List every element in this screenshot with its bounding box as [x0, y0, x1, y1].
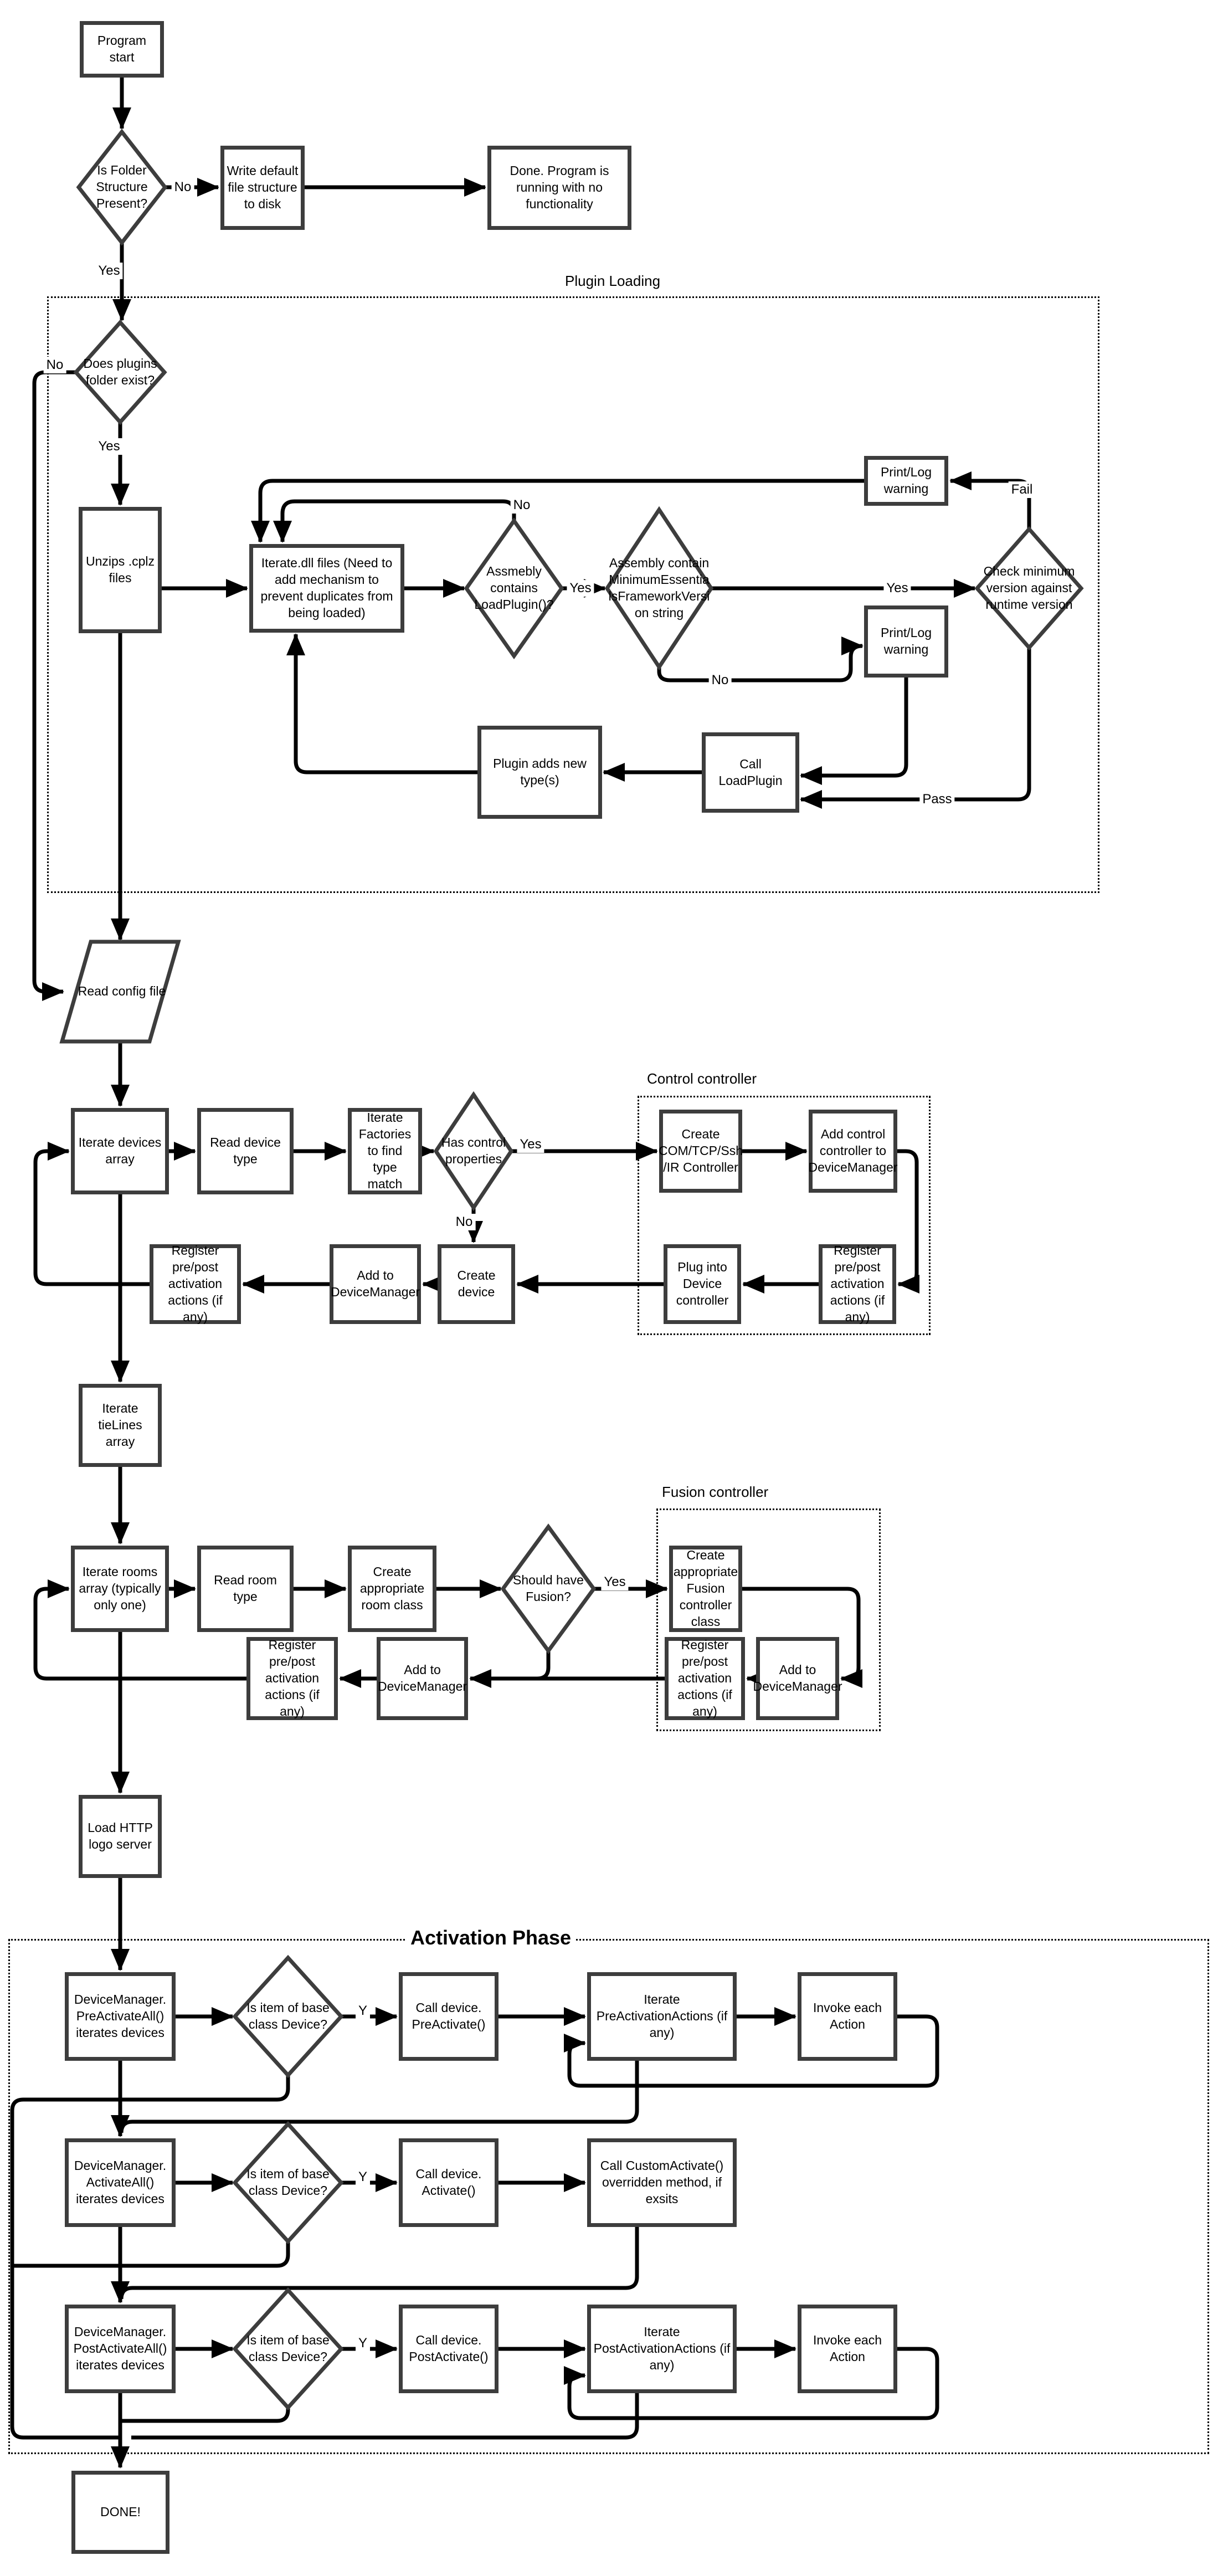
- node-label: DONE!: [100, 2505, 141, 2519]
- decision-is-base-a: Is item of base class Device?: [246, 2000, 330, 2031]
- node-plugin-adds-types: [477, 726, 602, 819]
- node-write-default: [220, 146, 305, 230]
- node-label: Create COM/TCP/Ssh /IR Controller: [658, 1127, 743, 1174]
- node-label: Iterate devices array: [78, 1135, 162, 1166]
- node-label: Call device. PreActivate(): [412, 2000, 486, 2031]
- edge-label-yes-control: Yes: [517, 1136, 544, 1153]
- node-add-to-devicemanager-fusion: [753, 1637, 842, 1720]
- node-label: Iterate tieLines array: [98, 1401, 142, 1449]
- edge-label-fail: Fail: [1009, 481, 1036, 498]
- node-iterate-rooms: [71, 1546, 169, 1632]
- node-label: Print/Log warning: [880, 465, 932, 496]
- decision-is-base-c: Is item of base class Device?: [246, 2333, 330, 2364]
- node-call-preactivate: [399, 1972, 498, 2061]
- node-label: DeviceManager. ActivateAll() iterates devices: [74, 2158, 167, 2206]
- node-label: Done. Program is running with no functionality: [510, 163, 609, 211]
- node-create-device: [438, 1244, 515, 1324]
- node-add-to-devicemanager-dev: [330, 1244, 421, 1324]
- node-label: DeviceManager. PostActivateAll() iterates devices: [73, 2324, 167, 2372]
- node-iterate-factories: [348, 1108, 422, 1194]
- io-read-config: Read config file: [78, 984, 166, 999]
- node-call-customactivate: [587, 2138, 737, 2227]
- node-plug-into-device-controller: [664, 1244, 741, 1324]
- node-program-start: [80, 21, 164, 78]
- edge-label-y-b: Y: [356, 2169, 370, 2185]
- edge-label-yes-assembly: Yes: [883, 580, 911, 597]
- node-register-actions-rooms: [246, 1637, 338, 1720]
- node-label: DeviceManager. PreActivateAll() iterates devices: [74, 1992, 167, 2040]
- node-add-to-devicemanager-rooms: [377, 1637, 468, 1720]
- node-call-activate: [399, 2138, 498, 2227]
- node-call-postactivate: [399, 2305, 498, 2393]
- node-label: Create appropriate Fusion controller class: [673, 1548, 738, 1629]
- decision-is-folder: Is Folder Structure Present?: [96, 163, 148, 211]
- edge-label-y-a: Y: [356, 2003, 370, 2019]
- node-label: Call device. Activate(): [415, 2167, 482, 2198]
- node-iterate-dll: [249, 544, 404, 633]
- node-label: Add to DeviceManager: [753, 1662, 842, 1694]
- node-done-no-functionality: [487, 146, 631, 230]
- node-create-com-controller: [659, 1110, 742, 1193]
- node-label: Iterate PostActivationActions (if any): [593, 2324, 731, 2372]
- edge-label-yes-loadplugin: Yes: [567, 580, 594, 597]
- node-label: Add to DeviceManager: [377, 1662, 467, 1694]
- node-register-actions-dev: [150, 1244, 241, 1324]
- decision-should-fusion: Should have Fusion?: [513, 1573, 584, 1604]
- node-label: Register pre/post activation actions (if any): [265, 1638, 320, 1718]
- node-iterate-postactivationactions: [587, 2305, 737, 2393]
- node-dm-postactivateall: [65, 2305, 176, 2393]
- node-label: Invoke each Action: [813, 2333, 882, 2364]
- node-label: Call CustomActivate() overridden method, if exsits: [600, 2158, 724, 2206]
- section-label-control-controller: Control controller: [647, 1070, 757, 1087]
- node-label: Invoke each Action: [813, 2000, 882, 2031]
- node-read-room-type: [197, 1546, 294, 1632]
- section-label-activation-phase: Activation Phase: [406, 1926, 575, 1949]
- node-label: Program start: [97, 33, 147, 64]
- node-unzips-cplz: [79, 507, 162, 633]
- decision-does-plugins: Does plugins folder exist?: [83, 356, 157, 387]
- node-done: [71, 2471, 169, 2554]
- node-dm-preactivateall: [65, 1972, 176, 2061]
- node-create-room-class: [348, 1546, 436, 1632]
- node-label: Print/Log warning: [880, 625, 932, 656]
- node-label: Unzips .cplz files: [86, 554, 155, 585]
- section-label-fusion-controller: Fusion controller: [662, 1484, 769, 1500]
- node-label: Plug into Device controller: [676, 1260, 729, 1307]
- node-iterate-preactivationactions: [587, 1972, 737, 2061]
- node-load-http-logo-server: [79, 1795, 162, 1878]
- node-invoke-each-action-c: [798, 2305, 897, 2393]
- node-label: Register pre/post activation actions (if any): [677, 1638, 732, 1718]
- decision-has-control: Has control properties: [441, 1135, 506, 1166]
- edge-label-no-plugins: No: [44, 357, 66, 373]
- edge-label-no-control: No: [453, 1214, 476, 1230]
- node-label: Call LoadPlugin: [718, 756, 783, 788]
- node-label: Read room type: [214, 1573, 277, 1604]
- decision-assembly-loadplugin: Assmebly contains LoadPlugin()?: [474, 564, 554, 612]
- node-label: Iterate rooms array (typically only one): [79, 1564, 161, 1612]
- edge-label-y-c: Y: [356, 2335, 370, 2352]
- edge-label-no-folder: No: [172, 179, 194, 196]
- node-print-log-warning-2: [864, 605, 948, 678]
- node-label: Load HTTP logo server: [88, 1820, 153, 1851]
- decision-is-base-b: Is item of base class Device?: [246, 2167, 330, 2198]
- node-call-loadplugin: [702, 732, 799, 813]
- edge-label-no-assembly: No: [709, 672, 732, 689]
- node-print-log-warning-1: [864, 456, 948, 506]
- node-label: Iterate PreActivationActions (if any): [596, 1992, 728, 2040]
- node-label: Plugin adds new type(s): [493, 756, 587, 787]
- section-label-plugin-loading: Plugin Loading: [565, 273, 661, 289]
- node-label: Iterate Factories to find type match: [358, 1110, 412, 1191]
- node-label: Create device: [457, 1268, 496, 1299]
- node-create-fusion-controller: [669, 1546, 742, 1632]
- node-label: Write default file structure to disk: [227, 163, 299, 211]
- node-read-device-type: [197, 1108, 294, 1194]
- node-label: Add to DeviceManager: [330, 1268, 420, 1299]
- edge-label-pass: Pass: [919, 791, 954, 808]
- node-register-actions-ctrl: [819, 1244, 896, 1324]
- edge-label-yes-fusion: Yes: [601, 1574, 628, 1590]
- node-add-control-controller: [809, 1110, 897, 1193]
- node-label: Call device. PostActivate(): [409, 2333, 489, 2364]
- node-label: Iterate.dll files (Need to add mechanism to prevent duplicates from being loaded): [260, 556, 393, 620]
- decision-check-min-version: Check minimum version against runtime version: [983, 564, 1075, 612]
- node-register-actions-fusion: [665, 1637, 745, 1720]
- node-dm-activateall: [65, 2138, 176, 2227]
- decision-assembly-string: Assembly contain MinimumEssentialsFrameworkVersion string: [608, 556, 710, 620]
- node-label: Create appropriate room class: [359, 1564, 425, 1612]
- node-iterate-devices: [71, 1108, 169, 1194]
- node-invoke-each-action-a: [798, 1972, 897, 2061]
- node-label: Add control controller to DeviceManager: [808, 1127, 898, 1174]
- edge-label-no-loadplugin: No: [511, 497, 533, 514]
- node-label: Register pre/post activation actions (if any): [168, 1243, 223, 1324]
- edge-label-yes-folder: Yes: [95, 263, 122, 279]
- edge-label-yes-plugins: Yes: [95, 438, 122, 455]
- node-label: Read device type: [210, 1135, 281, 1166]
- node-label: Register pre/post activation actions (if any): [830, 1243, 885, 1324]
- node-iterate-tielines: [79, 1384, 162, 1467]
